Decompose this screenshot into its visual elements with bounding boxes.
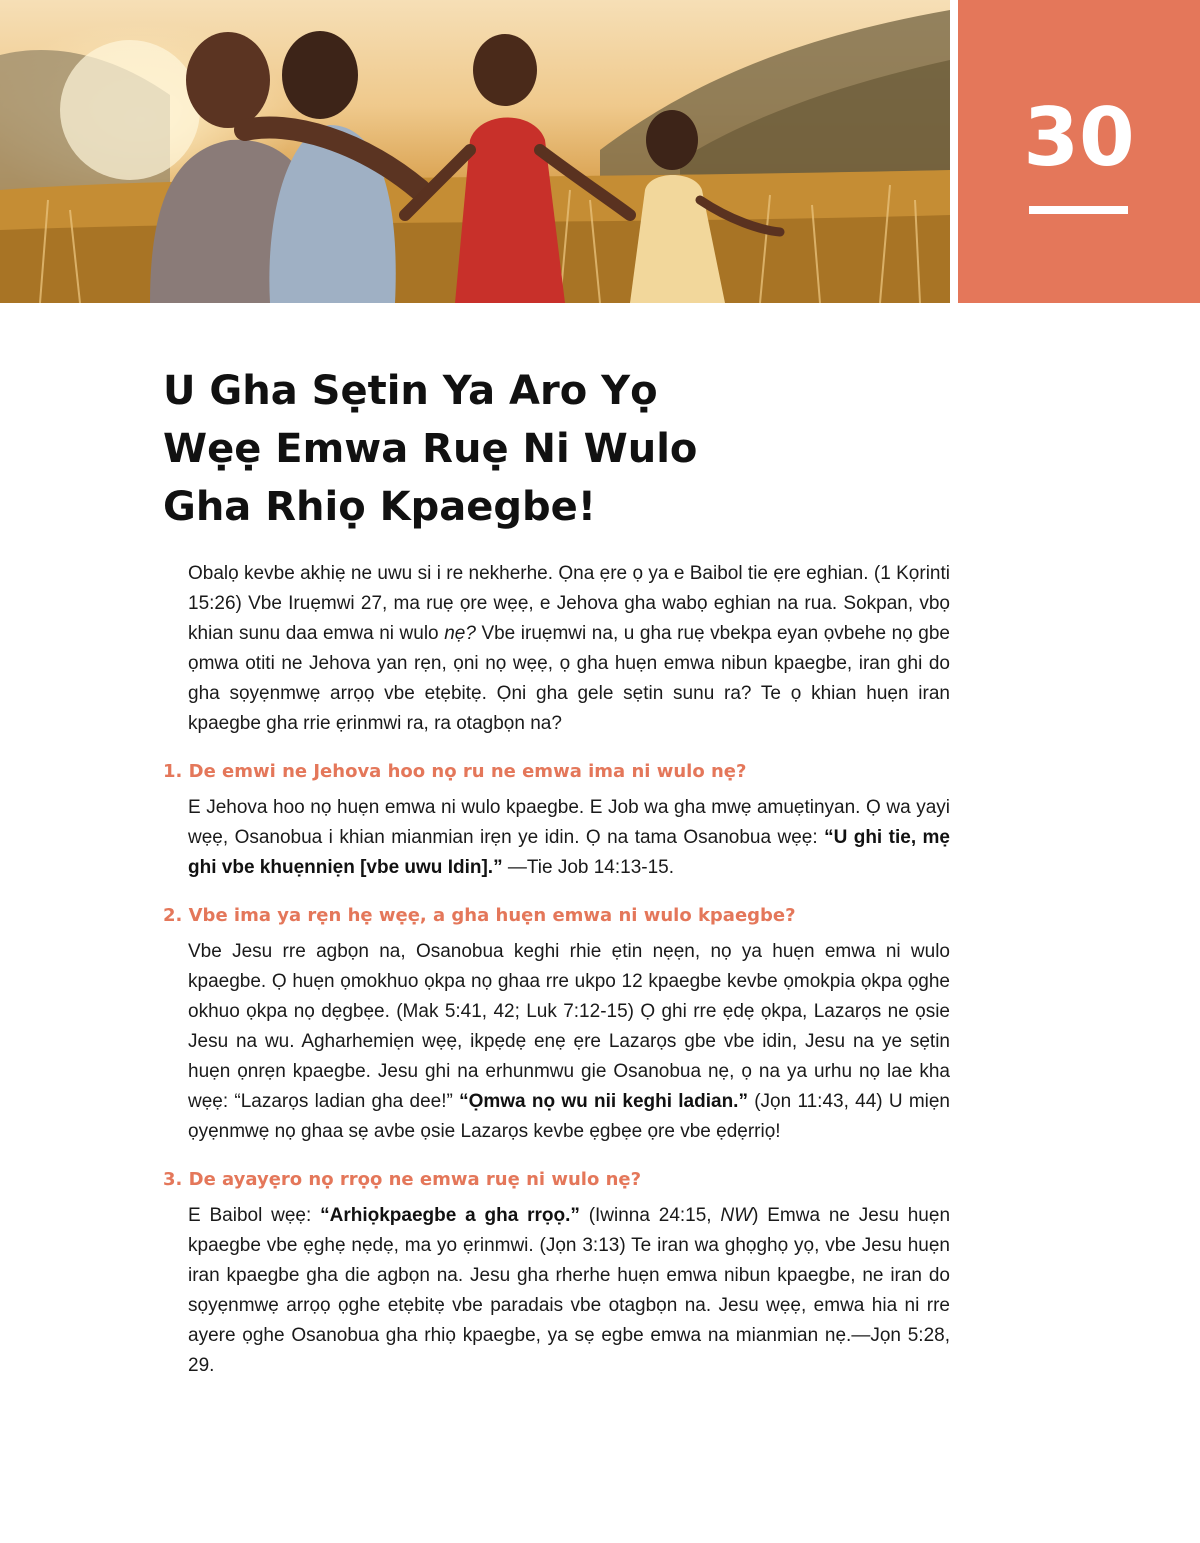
answer-paragraph: E Jehova hoo nọ huẹn emwa ni wulo kpaegbe. E Job wa gha mwẹ amuẹtinyan. Ọ wa yayi wẹẹ, Osanobua i khian mianmian irẹn ye idin. Ọ na tama Osanobua wẹẹ: “U ghi tie, mẹ ghi vbe khuẹnniẹn [vbe uwu Idin].” —Tie Job 14:13-15. xyxy=(188,797,950,878)
family-meadow-illustration xyxy=(0,0,950,303)
question-heading: 1. De emwi ne Jehova hoo nọ ru ne emwa ima ni wulo nẹ? xyxy=(163,761,747,782)
title-line: U Gha Sẹtin Ya Aro Yọ xyxy=(163,368,658,414)
answer-paragraph: E Baibol wẹẹ: “Arhiọkpaegbe a gha rrọọ.” (Iwinna 24:15, NW) Emwa ne Jesu huẹn kpaegbe vbe ẹghẹ nẹdẹ, ma yo ẹrinmwi. (Jọn 3:13) Te iran wa ghọghọ yọ, vbe Jesu huẹn iran kpaegbe gha die agbọn na. Jesu gha rherhe huẹn emwa nibun kpaegbe, ne iran do sọyẹnmwẹ arrọọ ọghe etẹbitẹ vbe paradais vbe otagbọn na. Jesu wẹẹ, emwa hia ni rre ayere ọghe Osanobua gha rhiọ kpaegbe, ya sẹ egbe emwa na mianmian nẹ.—Jọn 5:28, 29. xyxy=(188,1205,951,1376)
chapter-underline xyxy=(1029,206,1128,214)
title-line: Gha Rhiọ Kpaegbe! xyxy=(163,484,597,530)
title-line: Wẹẹ Emwa Ruẹ Ni Wulo xyxy=(163,426,698,472)
question-heading: 2. Vbe ima ya rẹn hẹ wẹẹ, a gha huẹn emwa ni wulo kpaegbe? xyxy=(163,905,796,926)
lesson-content xyxy=(163,559,953,1381)
hero-photo xyxy=(0,0,950,303)
answer-paragraph: Vbe Jesu rre agbọn na, Osanobua keghi rhie ẹtin nẹẹn, nọ ya huẹn emwa ni wulo kpaegbe. Ọ huẹn ọmokhuo ọkpa nọ ghaa rre ukpo 12 kpaegbe kevbe ọmokpia ọkpa ọghe okhuo ọkpa nọ dẹgbẹe. (Mak 5:41, 42; Luk 7:12-15) Ọ ghi rre ẹdẹ ọkpa, Lazarọs ne ọsie Jesu na wu. Agharhemiẹn wẹẹ, ikpẹdẹ enẹ ẹre Lazarọs gbe vbe idin, Jesu na ye sẹtin huẹn ọnrẹn kpaegbe. Jesu ghi na erhunmwu gie Osanobua nẹ, ọ na ya urhu nọ lae kha wẹẹ: “Lazarọs ladian gha dee!” “Ọmwa nọ wu nii keghi ladian.” (Jọn 11:43, 44) U miẹn ọyẹnmwẹ nọ ghaa sẹ avbe ọsie Lazarọs kevbe ẹgbẹe ọre vbe ẹdẹrriọ! xyxy=(188,941,951,1142)
intro-paragraph: Obalọ kevbe akhiẹ ne uwu si i re nekherhe. Ọna ẹre ọ ya e Baibol tie ẹre eghian. (1 Kọrinti 15:26) Vbe Iruẹmwi 27, ma ruẹ ọre wẹẹ, e Jehova gha wabọ eghian na rua. Sokpan, vbọ khian sunu daa emwa ni wulo nẹ? Vbe iruẹmwi na, u gha ruẹ vbekpa eyan ọvbehe nọ gbe ọmwa otiti ne Jehova yan rẹn, ọni nọ wẹẹ, ọ gha huẹn emwa nibun kpaegbe, iran ghi do gha sọyẹnmwẹ arrọọ vbe etẹbitẹ. Ọni gha gele sẹtin sunu ra? Te ọ khian huẹn iran kpaegbe gha rrie ẹrinmwi ra, ra otagbọn na? xyxy=(188,563,950,734)
chapter-number: 30 xyxy=(1023,91,1135,184)
page-title xyxy=(163,362,863,536)
question-heading: 3. De ayayẹro nọ rrọọ ne emwa ruẹ ni wulo nẹ? xyxy=(163,1169,642,1190)
chapter-badge xyxy=(958,0,1200,303)
